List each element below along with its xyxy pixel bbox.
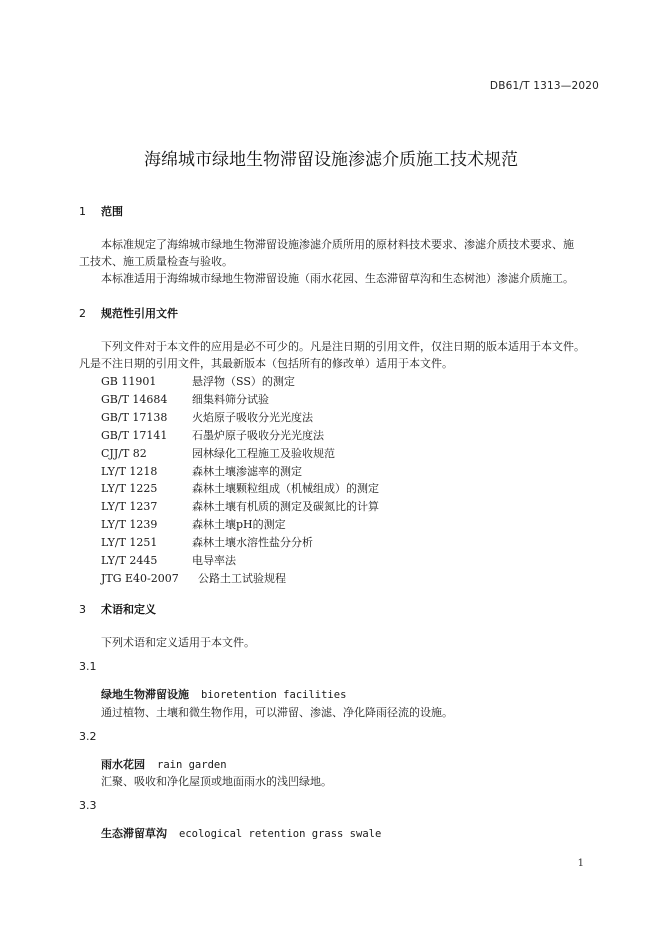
section-1-heading: [79, 203, 123, 219]
term-number: 3.3: [79, 799, 97, 812]
term-entry: [101, 825, 381, 841]
terms-intro: 下列术语和定义适用于本文件。: [101, 636, 255, 649]
scope-paragraph-line-1: 本标准规定了海绵城市绿地生物滞留设施渗滤介质所用的原材料技术要求、渗滤介质技术要求、施: [101, 238, 574, 251]
reference-code: LY/T 1239: [101, 518, 158, 532]
reference-row: [101, 409, 313, 426]
term-chinese: 生态滞留草沟: [101, 827, 167, 840]
reference-code: CJJ/T 82: [101, 446, 147, 460]
term-chinese: 绿地生物滞留设施: [101, 688, 189, 701]
scope-applicability-paragraph: 本标准适用于海绵城市绿地生物滞留设施（雨水花园、生态滞留草沟和生态树池）渗滤介质施工。: [101, 272, 574, 285]
reference-code: LY/T 2445: [101, 554, 158, 567]
reference-row: [101, 427, 324, 444]
reference-name: 森林土壤渗滤率的测定: [192, 464, 302, 478]
reference-name: 火焰原子吸收分光光度法: [192, 410, 313, 424]
reference-code: LY/T 1218: [101, 464, 158, 478]
reference-row: [101, 373, 295, 390]
reference-row: [101, 570, 286, 587]
references-intro-line-2: 凡是不注日期的引用文件，其最新版本（包括所有的修改单）适用于本文件。: [79, 357, 453, 370]
section-title: 规范性引用文件: [101, 307, 178, 320]
reference-row: [101, 534, 313, 551]
reference-code: LY/T 1237: [101, 500, 158, 514]
section-title: 范围: [101, 205, 123, 218]
scope-paragraph-line-2: 工技术、施工质量检查与验收。: [79, 255, 233, 268]
section-3-heading: [79, 601, 156, 617]
reference-name: 森林土壤水溶性盐分分析: [192, 536, 313, 550]
term-english: rain garden: [157, 759, 227, 771]
reference-name: 公路土工试验规程: [198, 571, 286, 585]
section-number: 1: [79, 205, 86, 218]
reference-name: 园林绿化工程施工及验收规范: [192, 446, 335, 460]
reference-row: [101, 391, 269, 408]
reference-name: 悬浮物（SS）的测定: [192, 375, 295, 388]
section-title: 术语和定义: [101, 603, 156, 616]
reference-code: GB/T 14684: [101, 392, 168, 406]
reference-code: LY/T 1251: [101, 536, 158, 550]
reference-row: [101, 498, 379, 515]
document-title: 海绵城市绿地生物滞留设施渗滤介质施工技术规范: [144, 150, 518, 170]
reference-row: [101, 516, 286, 533]
reference-code: LY/T 1225: [101, 482, 158, 496]
term-definition: 通过植物、土壤和微生物作用，可以滞留、渗滤、净化降雨径流的设施。: [101, 706, 453, 719]
standard-code: DB61/T 1313—2020: [489, 80, 599, 92]
reference-code: GB 11901: [101, 375, 157, 388]
reference-name: 森林土壤pH的测定: [192, 518, 286, 532]
reference-row: [101, 552, 236, 569]
reference-code: JTG E40-2007: [101, 571, 179, 585]
term-english: ecological retention grass swale: [179, 828, 382, 840]
term-chinese: 雨水花园: [101, 758, 145, 771]
term-entry: [101, 756, 227, 772]
reference-row: [101, 480, 379, 497]
reference-name: 石墨炉原子吸收分光光度法: [192, 428, 324, 442]
reference-name: 森林土壤颗粒组成（机械组成）的测定: [192, 482, 379, 496]
section-number: 3: [79, 603, 86, 616]
term-english: bioretention facilities: [201, 689, 347, 701]
reference-name: 电导率法: [192, 554, 236, 567]
term-number: 3.1: [79, 660, 97, 673]
term-number: 3.2: [79, 730, 97, 743]
reference-name: 细集料筛分试验: [192, 392, 269, 406]
term-entry: [101, 686, 346, 702]
section-number: 2: [79, 307, 86, 320]
reference-name: 森林土壤有机质的测定及碳氮比的计算: [192, 500, 379, 514]
page-number: 1: [577, 858, 584, 869]
reference-code: GB/T 17141: [101, 428, 168, 442]
term-definition: 汇聚、吸收和净化屋顶或地面雨水的浅凹绿地。: [101, 775, 332, 788]
reference-code: GB/T 17138: [101, 410, 168, 424]
references-intro-line-1: 下列文件对于本文件的应用是必不可少的。凡是注日期的引用文件，仅注日期的版本适用于本文件。: [101, 340, 585, 353]
section-2-heading: [79, 305, 178, 321]
reference-row: [101, 445, 335, 462]
reference-row: [101, 463, 302, 480]
